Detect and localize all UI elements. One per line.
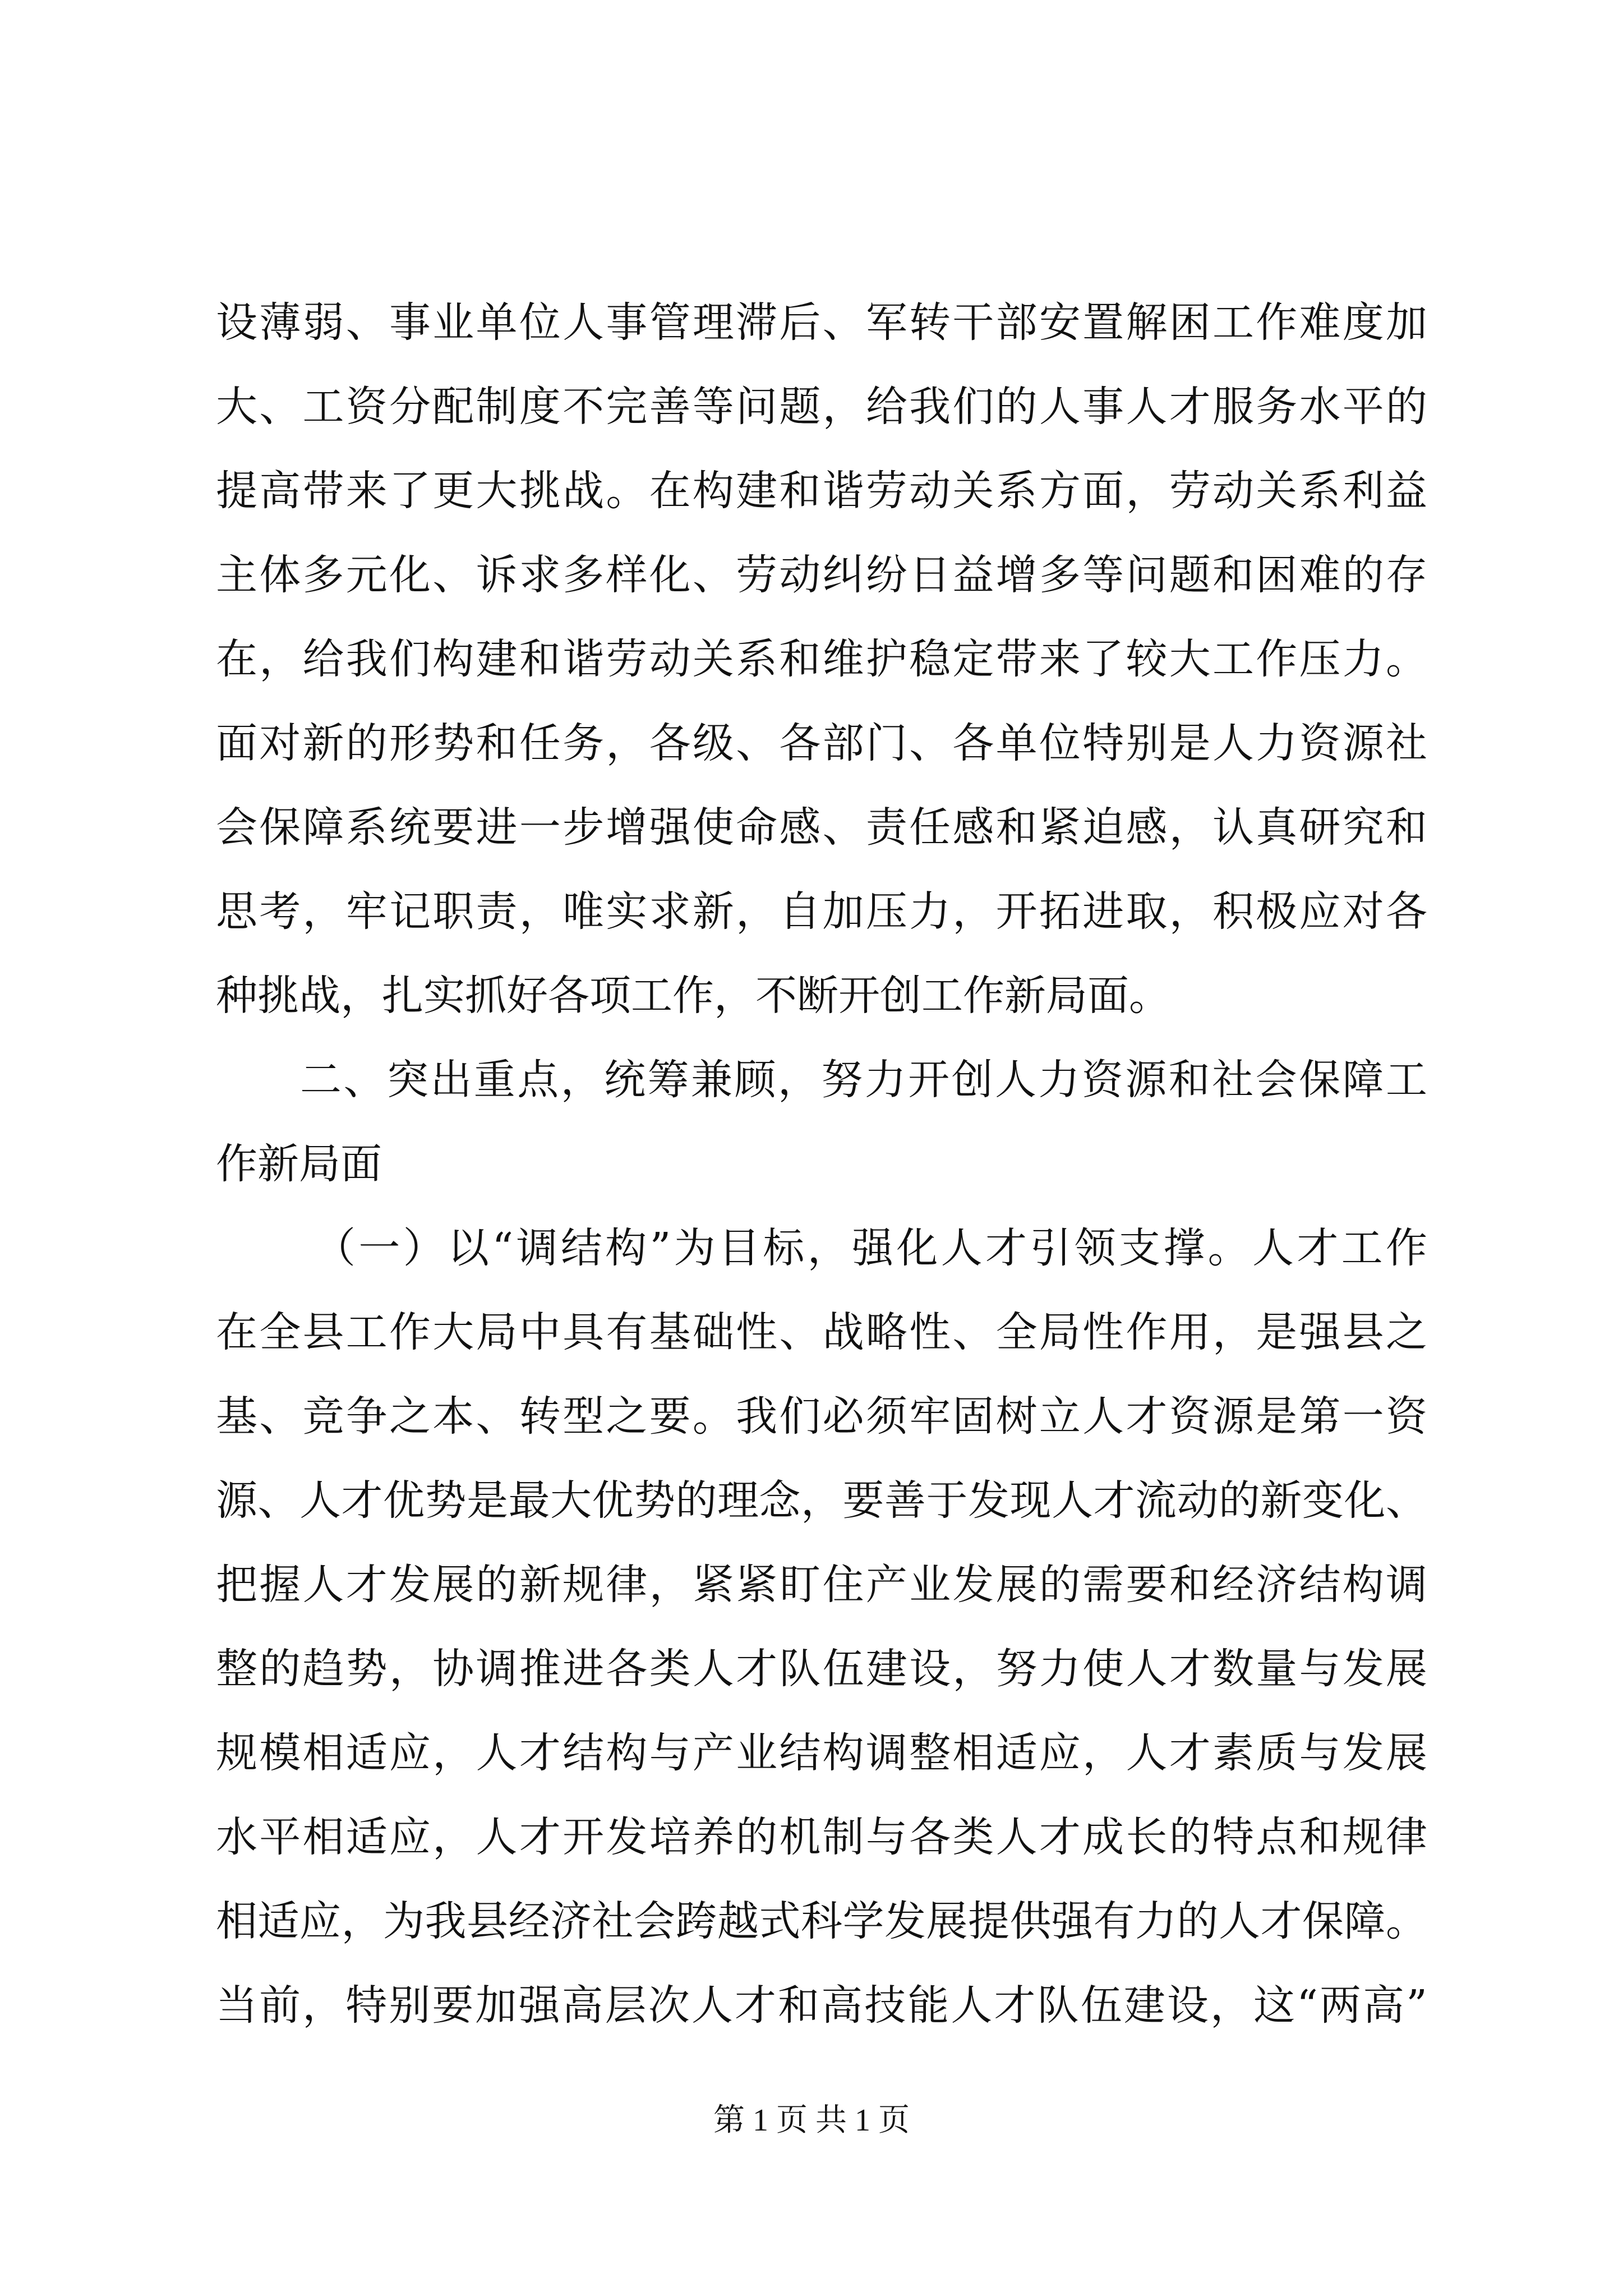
text-line: 在全县工作大局中具有基础性、战略性、全局性作用，是强县之 [216, 1308, 1427, 1356]
text-line: 种挑战，扎实抓好各项工作，不断开创工作新局面。 [216, 972, 1170, 1020]
text-line: 基、竞争之本、转型之要。我们必须牢固树立人才资源是第一资 [216, 1392, 1427, 1441]
text-line: 源、人才优势是最大优势的理念，要善于发现人才流动的新变化、 [216, 1476, 1427, 1525]
text-line: 思考，牢记职责，唯实求新，自加压力，开拓进取，积极应对各 [216, 887, 1427, 936]
text-line: 面对新的形势和任务，各级、各部门、各单位特别是人力资源社 [216, 719, 1427, 767]
subsection-heading: （一）以“调结构”为目标，强化人才引领支撑。人才工作 [314, 1224, 1427, 1272]
text-line: 在，给我们构建和谐劳动关系和维护稳定带来了较大工作压力。 [216, 635, 1427, 683]
text-line: 主体多元化、诉求多样化、劳动纠纷日益增多等问题和困难的存 [216, 551, 1427, 599]
text-line: 会保障系统要进一步增强使命感、责任感和紧迫感，认真研究和 [216, 803, 1427, 852]
text-line: 大、工资分配制度不完善等问题，给我们的人事人才服务水平的 [216, 383, 1427, 431]
section-heading-cont: 作新局面 [216, 1140, 382, 1188]
text-line: 规模相适应，人才结构与产业结构调整相适应，人才素质与发展 [216, 1729, 1427, 1777]
section-heading: 二、突出重点，统筹兼顾，努力开创人力资源和社会保障工 [300, 1056, 1427, 1104]
text-line: 当前，特别要加强高层次人才和高技能人才队伍建设，这“两高” [216, 1981, 1427, 2030]
text-line: 相适应，为我县经济社会跨越式科学发展提供强有力的人才保障。 [216, 1897, 1427, 1945]
page-number-footer: 第 1 页 共 1 页 [713, 2103, 910, 2138]
text-line: 设薄弱、事业单位人事管理滞后、军转干部安置解困工作难度加 [216, 298, 1427, 347]
text-line: 整的趋势，协调推进各类人才队伍建设，努力使人才数量与发展 [216, 1645, 1427, 1693]
text-line: 水平相适应，人才开发培养的机制与各类人才成长的特点和规律 [216, 1813, 1427, 1861]
text-line: 提高带来了更大挑战。在构建和谐劳动关系方面，劳动关系利益 [216, 467, 1427, 515]
text-line: 把握人才发展的新规律，紧紧盯住产业发展的需要和经济结构调 [216, 1561, 1427, 1609]
